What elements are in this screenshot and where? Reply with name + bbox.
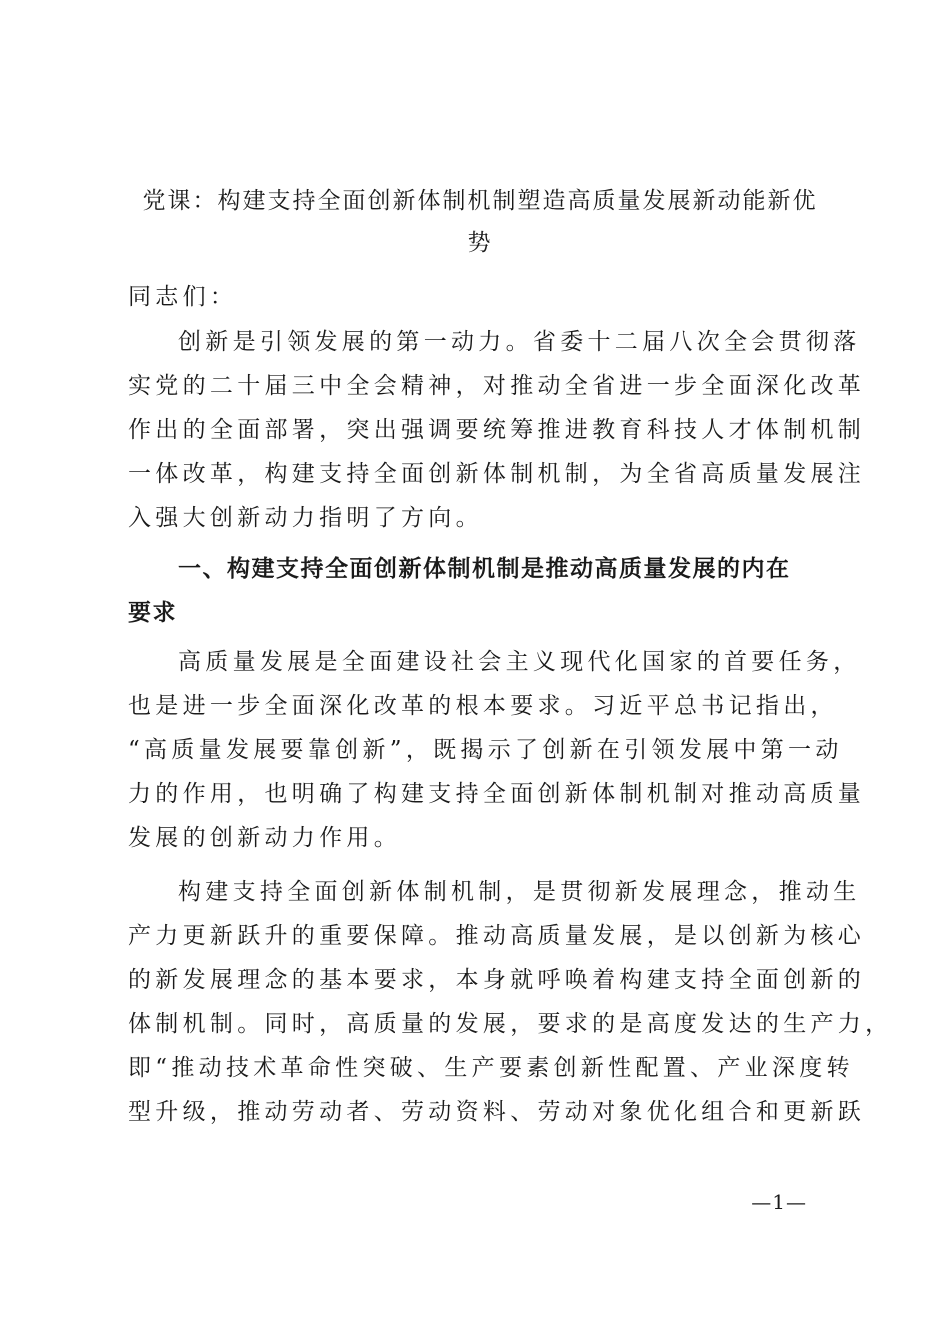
intro-line-5: 入强大创新动力指明了方向。 bbox=[128, 505, 483, 531]
paragraph-2-line-6: 型升级，推动劳动者、劳动资料、劳动对象优化组合和更新跃 bbox=[128, 1099, 866, 1125]
paragraph-1-line-3: “高质量发展要靠创新”，既揭示了创新在引领发展中第一动 bbox=[128, 737, 843, 763]
intro-line-1: 创新是引领发展的第一动力。省委十二届八次全会贯彻落 bbox=[178, 329, 861, 355]
paragraph-2-line-2: 产力更新跃升的重要保障。推动高质量发展，是以创新为核心 bbox=[128, 923, 866, 949]
section-heading-line-1: 一、构建支持全面创新体制机制是推动高质量发展的内在 bbox=[178, 556, 791, 582]
document-title-line-1: 党课：构建支持全面创新体制机制塑造高质量发展新动能新优 bbox=[142, 188, 818, 214]
paragraph-2-line-5: 即“推动技术革命性突破、生产要素创新性配置、产业深度转 bbox=[128, 1055, 854, 1081]
paragraph-2-line-4: 体制机制。同时，高质量的发展，要求的是高度发达的生产力， bbox=[128, 1011, 893, 1037]
paragraph-2-line-3: 的新发展理念的基本要求，本身就呼唤着构建支持全面创新的 bbox=[128, 967, 866, 993]
document-title-line-2: 势 bbox=[467, 230, 493, 256]
intro-line-3: 作出的全面部署，突出强调要统筹推进教育科技人才体制机制 bbox=[128, 417, 866, 443]
salutation: 同志们： bbox=[128, 284, 238, 310]
paragraph-1-line-1: 高质量发展是全面建设社会主义现代化国家的首要任务， bbox=[178, 649, 861, 675]
intro-line-4: 一体改革，构建支持全面创新体制机制，为全省高质量发展注 bbox=[128, 461, 866, 487]
intro-line-2: 实党的二十届三中全会精神，对推动全省进一步全面深化改革 bbox=[128, 373, 866, 399]
section-heading-line-2: 要求 bbox=[128, 600, 177, 626]
paragraph-1-line-5: 发展的创新动力作用。 bbox=[128, 825, 401, 851]
paragraph-1-line-4: 力的作用，也明确了构建支持全面创新体制机制对推动高质量 bbox=[128, 781, 866, 807]
page-number: —1— bbox=[751, 1190, 807, 1214]
paragraph-2-line-1: 构建支持全面创新体制机制，是贯彻新发展理念，推动生 bbox=[178, 879, 861, 905]
paragraph-1-line-2: 也是进一步全面深化改革的根本要求。习近平总书记指出， bbox=[128, 693, 838, 719]
